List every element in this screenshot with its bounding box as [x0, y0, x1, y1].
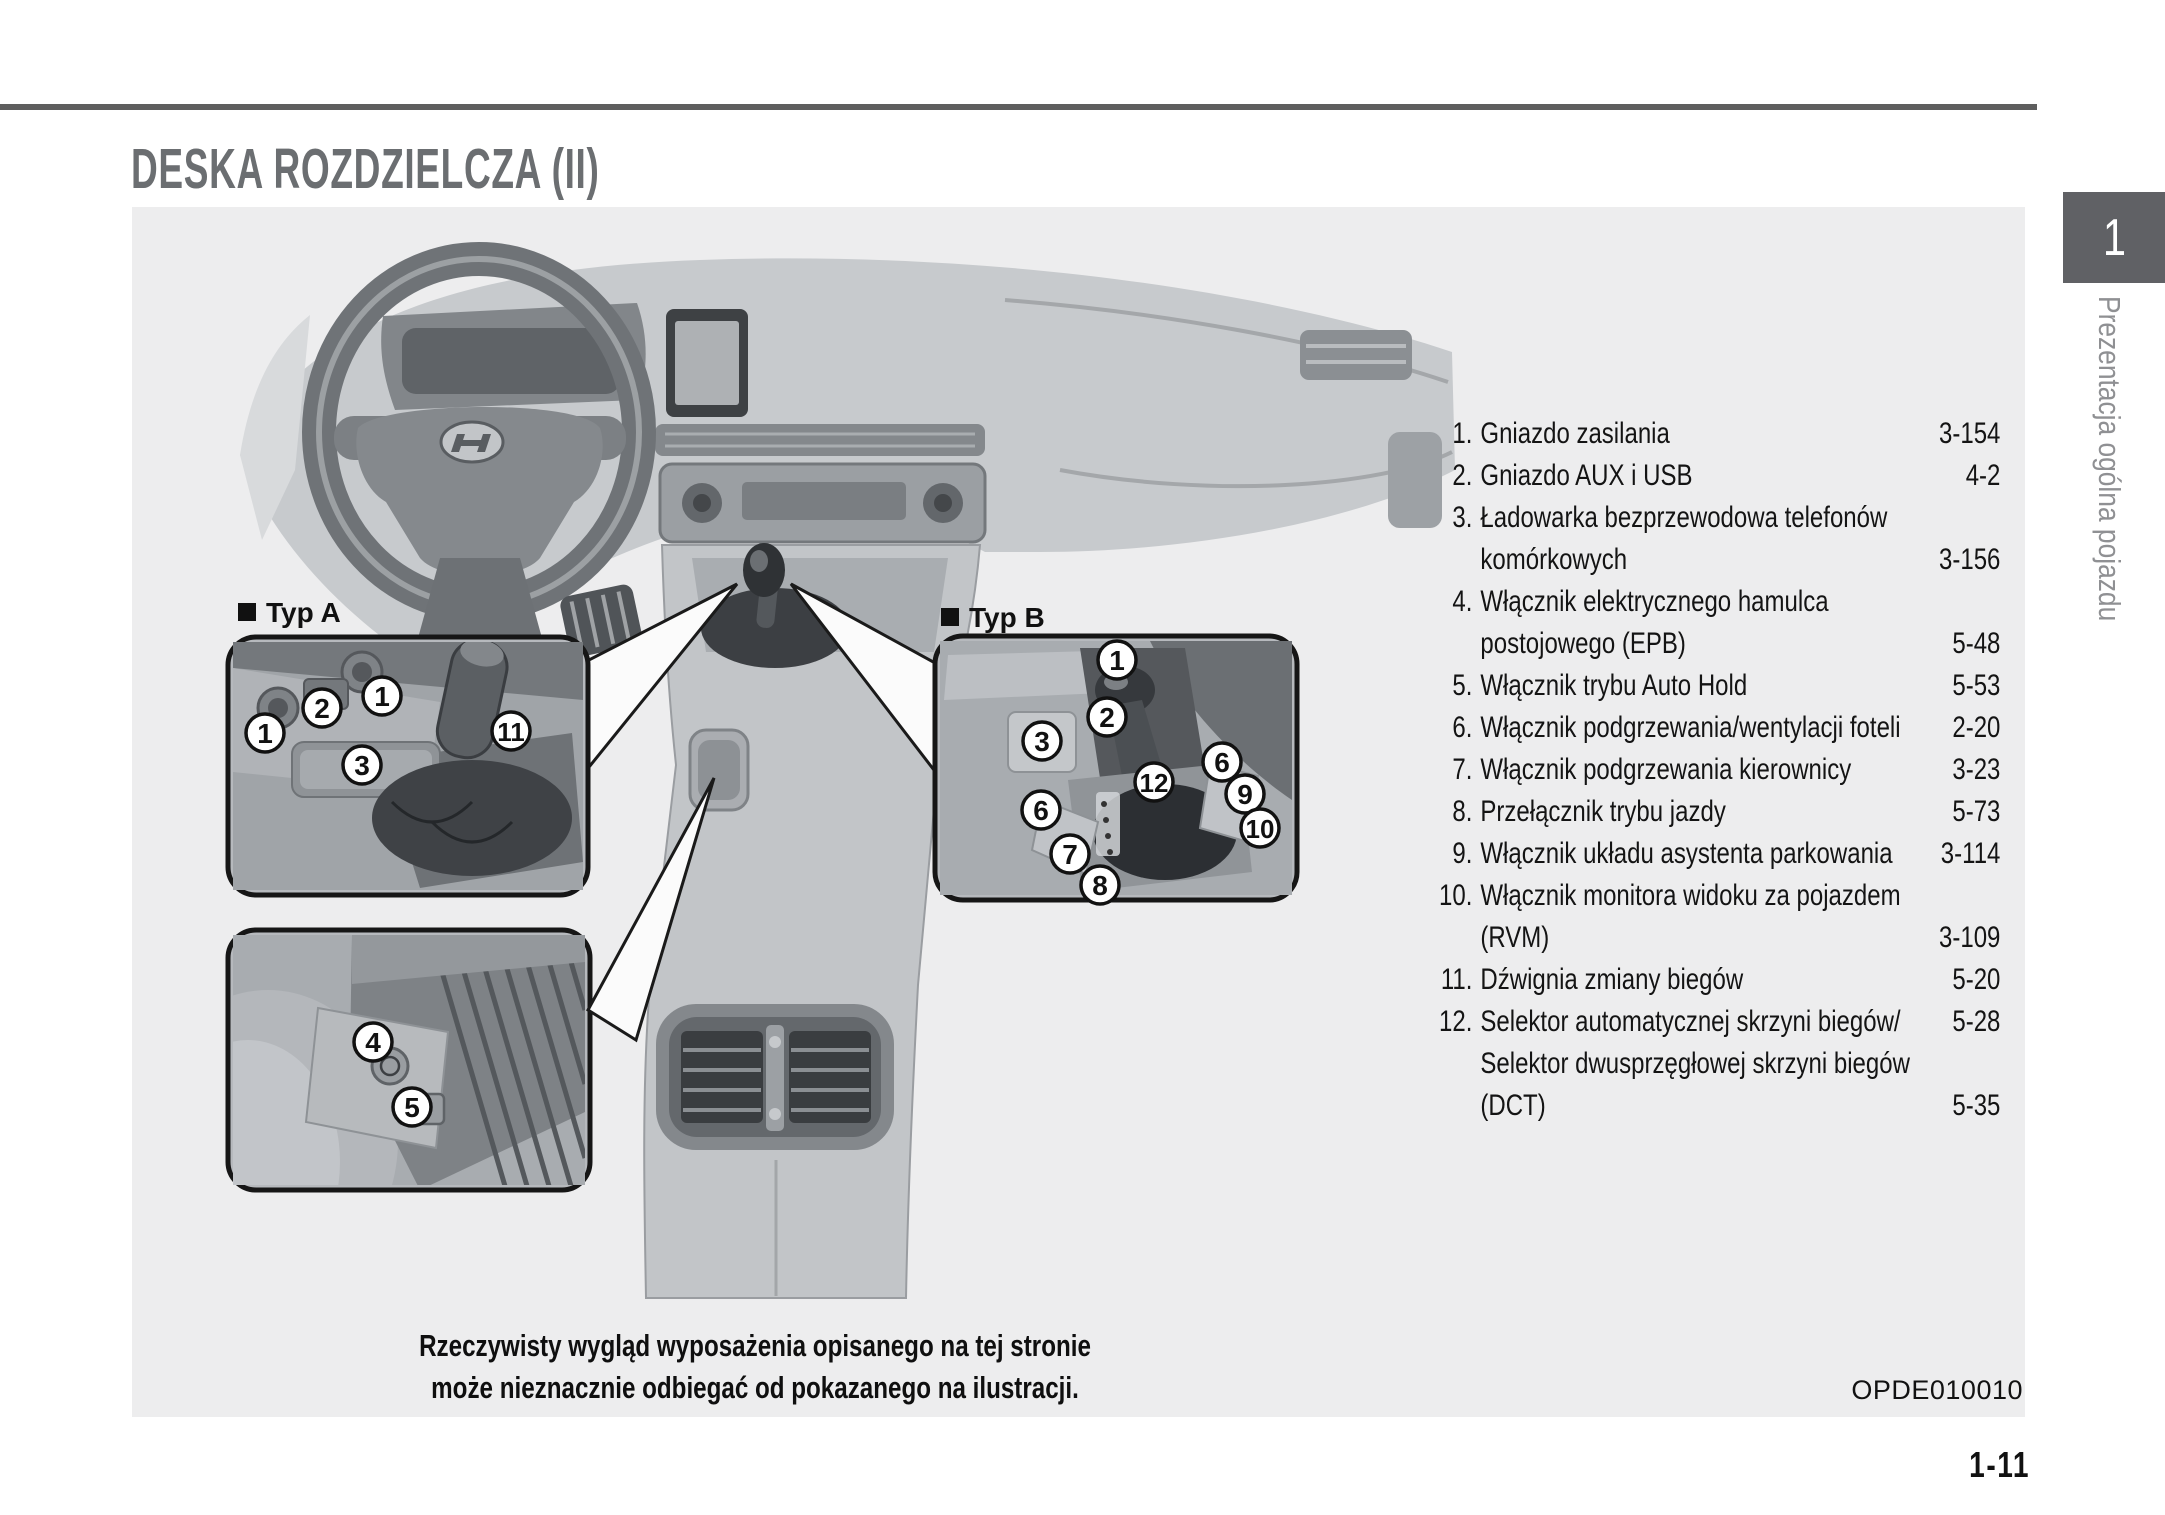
callout-number: 6 [1033, 795, 1049, 826]
typ-b-label: Typ B [969, 602, 1045, 633]
figure-note [408, 1325, 1102, 1409]
legend-line [1426, 497, 2000, 539]
center-vents [655, 424, 985, 456]
callout-number: 2 [314, 693, 330, 724]
legend-item-label: Ładowarka bezprzewodowa telefonów [1480, 501, 1888, 534]
typ-a-label: Typ A [266, 597, 341, 628]
legend-item-page [1887, 497, 2000, 539]
type-marker-icon [238, 603, 256, 621]
page-number: 1-11 [1969, 1444, 2030, 1485]
callout-number: 3 [1034, 726, 1050, 757]
passenger-vent [1300, 330, 1412, 380]
callout-number: 4 [365, 1027, 381, 1058]
callout-number: 7 [1062, 839, 1078, 870]
legend-line [1426, 749, 2000, 791]
legend-item-number: 8. [1452, 795, 1473, 828]
legend-item-number: 7. [1452, 753, 1473, 786]
legend-item-number: 6. [1452, 711, 1473, 744]
legend-item-number: 5. [1452, 669, 1473, 702]
legend-item-page: 4-2 [1965, 459, 2001, 492]
legend-item-page: 5-48 [1952, 627, 2001, 660]
chapter-caption: Prezentacja ogólna pojazdu [2092, 296, 2127, 622]
legend-item-page: 3-114 [1940, 837, 2001, 870]
legend-item-page: 5-73 [1952, 795, 2001, 828]
legend-line [1426, 623, 2000, 665]
legend-item-number [1426, 623, 1472, 665]
gear-boot [372, 760, 572, 876]
legend-line [1426, 539, 2000, 581]
legend-item-number [1426, 1043, 1472, 1085]
chapter-number: 1 [2102, 208, 2126, 267]
shift-indicator [1096, 792, 1120, 856]
legend-item-page: 3-109 [1939, 921, 2001, 954]
legend-item-label: Włącznik trybu Auto Hold [1480, 669, 1748, 702]
chapter-tab [2063, 192, 2165, 283]
legend-item-label: Gniazdo AUX i USB [1480, 459, 1693, 492]
legend-item-number: 11. [1440, 963, 1473, 996]
legend-item-label: Gniazdo zasilania [1480, 417, 1670, 450]
callout-number: 1 [257, 718, 273, 749]
legend-item-page: 5-20 [1952, 963, 2001, 996]
callout-number: 1 [374, 681, 390, 712]
callout-number: 9 [1237, 779, 1253, 810]
figure-note-line2: może nieznacznie odbiegać od pokazanego na ilustracji. [431, 1370, 1079, 1405]
legend-line [1426, 581, 2000, 623]
inset-typ-b [935, 602, 1297, 904]
callout-number: 1 [1109, 645, 1125, 676]
legend-item-number: 9. [1452, 837, 1473, 870]
legend-item-label: Włącznik układu asystenta parkowania [1480, 837, 1893, 870]
inset-armrest [138, 930, 590, 1290]
legend-item-page [1901, 875, 2001, 917]
legend-line [1426, 959, 2000, 1001]
legend-item-number: 1. [1452, 417, 1473, 450]
legend-item-number: 3. [1452, 501, 1473, 534]
legend-item-page: 3-154 [1939, 417, 2001, 450]
legend-line [1426, 917, 2000, 959]
legend-item-label: Przełącznik trybu jazdy [1480, 795, 1726, 828]
legend-item-label: postojowego (EPB) [1480, 627, 1686, 660]
legend-line [1426, 413, 2000, 455]
callout-number: 2 [1099, 702, 1115, 733]
legend-item-page: 5-53 [1952, 669, 2001, 702]
callout-number: 6 [1214, 747, 1230, 778]
legend-line [1426, 707, 2000, 749]
legend-line [1426, 1001, 2000, 1043]
callout-number: 12 [1139, 768, 1169, 798]
callout-number: 8 [1092, 870, 1108, 901]
legend-item-label: Dźwignia zmiany biegów [1480, 963, 1744, 996]
legend-item-page: 5-35 [1952, 1089, 2001, 1122]
legend-item-number: 12. [1439, 1005, 1473, 1038]
legend-line [1426, 665, 2000, 707]
legend-item-label: Selektor dwusprzęgłowej skrzyni biegów [1480, 1047, 1910, 1080]
legend-line [1426, 791, 2000, 833]
legend-item-page: 3-156 [1939, 543, 2001, 576]
legend-line [1426, 1085, 2000, 1127]
legend-item-number: 2. [1452, 459, 1473, 492]
legend-item-number: 10. [1439, 879, 1473, 912]
legend-item-page [1829, 581, 2001, 623]
legend-item-page [1910, 1043, 2000, 1085]
legend [1426, 413, 2000, 1127]
legend-line [1426, 1043, 2000, 1085]
legend-line [1426, 455, 2000, 497]
legend-item-label: Włącznik podgrzewania kierownicy [1480, 753, 1852, 786]
legend-item-page: 5-28 [1952, 1005, 2001, 1038]
header-rule [0, 104, 2037, 110]
legend-item-label: Włącznik elektrycznego hamulca [1480, 585, 1829, 618]
figure-code: OPDE010010 [1851, 1375, 2023, 1405]
legend-item-label: (RVM) [1480, 921, 1550, 954]
legend-item-page: 2-20 [1952, 711, 2001, 744]
illustration-panel [132, 207, 2025, 1417]
callout-number: 3 [354, 750, 370, 781]
legend-item-label: Włącznik podgrzewania/wentylacji foteli [1480, 711, 1901, 744]
callout-number: 10 [1245, 814, 1275, 844]
legend-item-number [1426, 539, 1472, 581]
legend-item-number: 4. [1452, 585, 1473, 618]
callout-number: 11 [497, 717, 525, 747]
legend-item-label: komórkowych [1480, 543, 1628, 576]
legend-item-label: (DCT) [1480, 1089, 1546, 1122]
center-console [644, 543, 980, 1298]
figure-note-line1: Rzeczywisty wygląd wyposażenia opisanego na tej stronie [419, 1328, 1091, 1363]
legend-line [1426, 875, 2000, 917]
legend-line [1426, 833, 2000, 875]
legend-item-label: Selektor automatycznej skrzyni biegów/ [1480, 1005, 1901, 1038]
inset-typ-a [228, 597, 588, 895]
legend-item-number [1426, 917, 1472, 959]
legend-item-page: 3-23 [1952, 753, 2001, 786]
legend-item-number [1426, 1085, 1472, 1127]
legend-item-label: Włącznik monitora widoku za pojazdem [1480, 879, 1901, 912]
callout-number: 5 [404, 1092, 420, 1123]
page-title: DESKA ROZDZIELCZA (II) [131, 137, 600, 201]
type-marker-icon [941, 608, 959, 626]
rear-console-vent [656, 1004, 894, 1150]
